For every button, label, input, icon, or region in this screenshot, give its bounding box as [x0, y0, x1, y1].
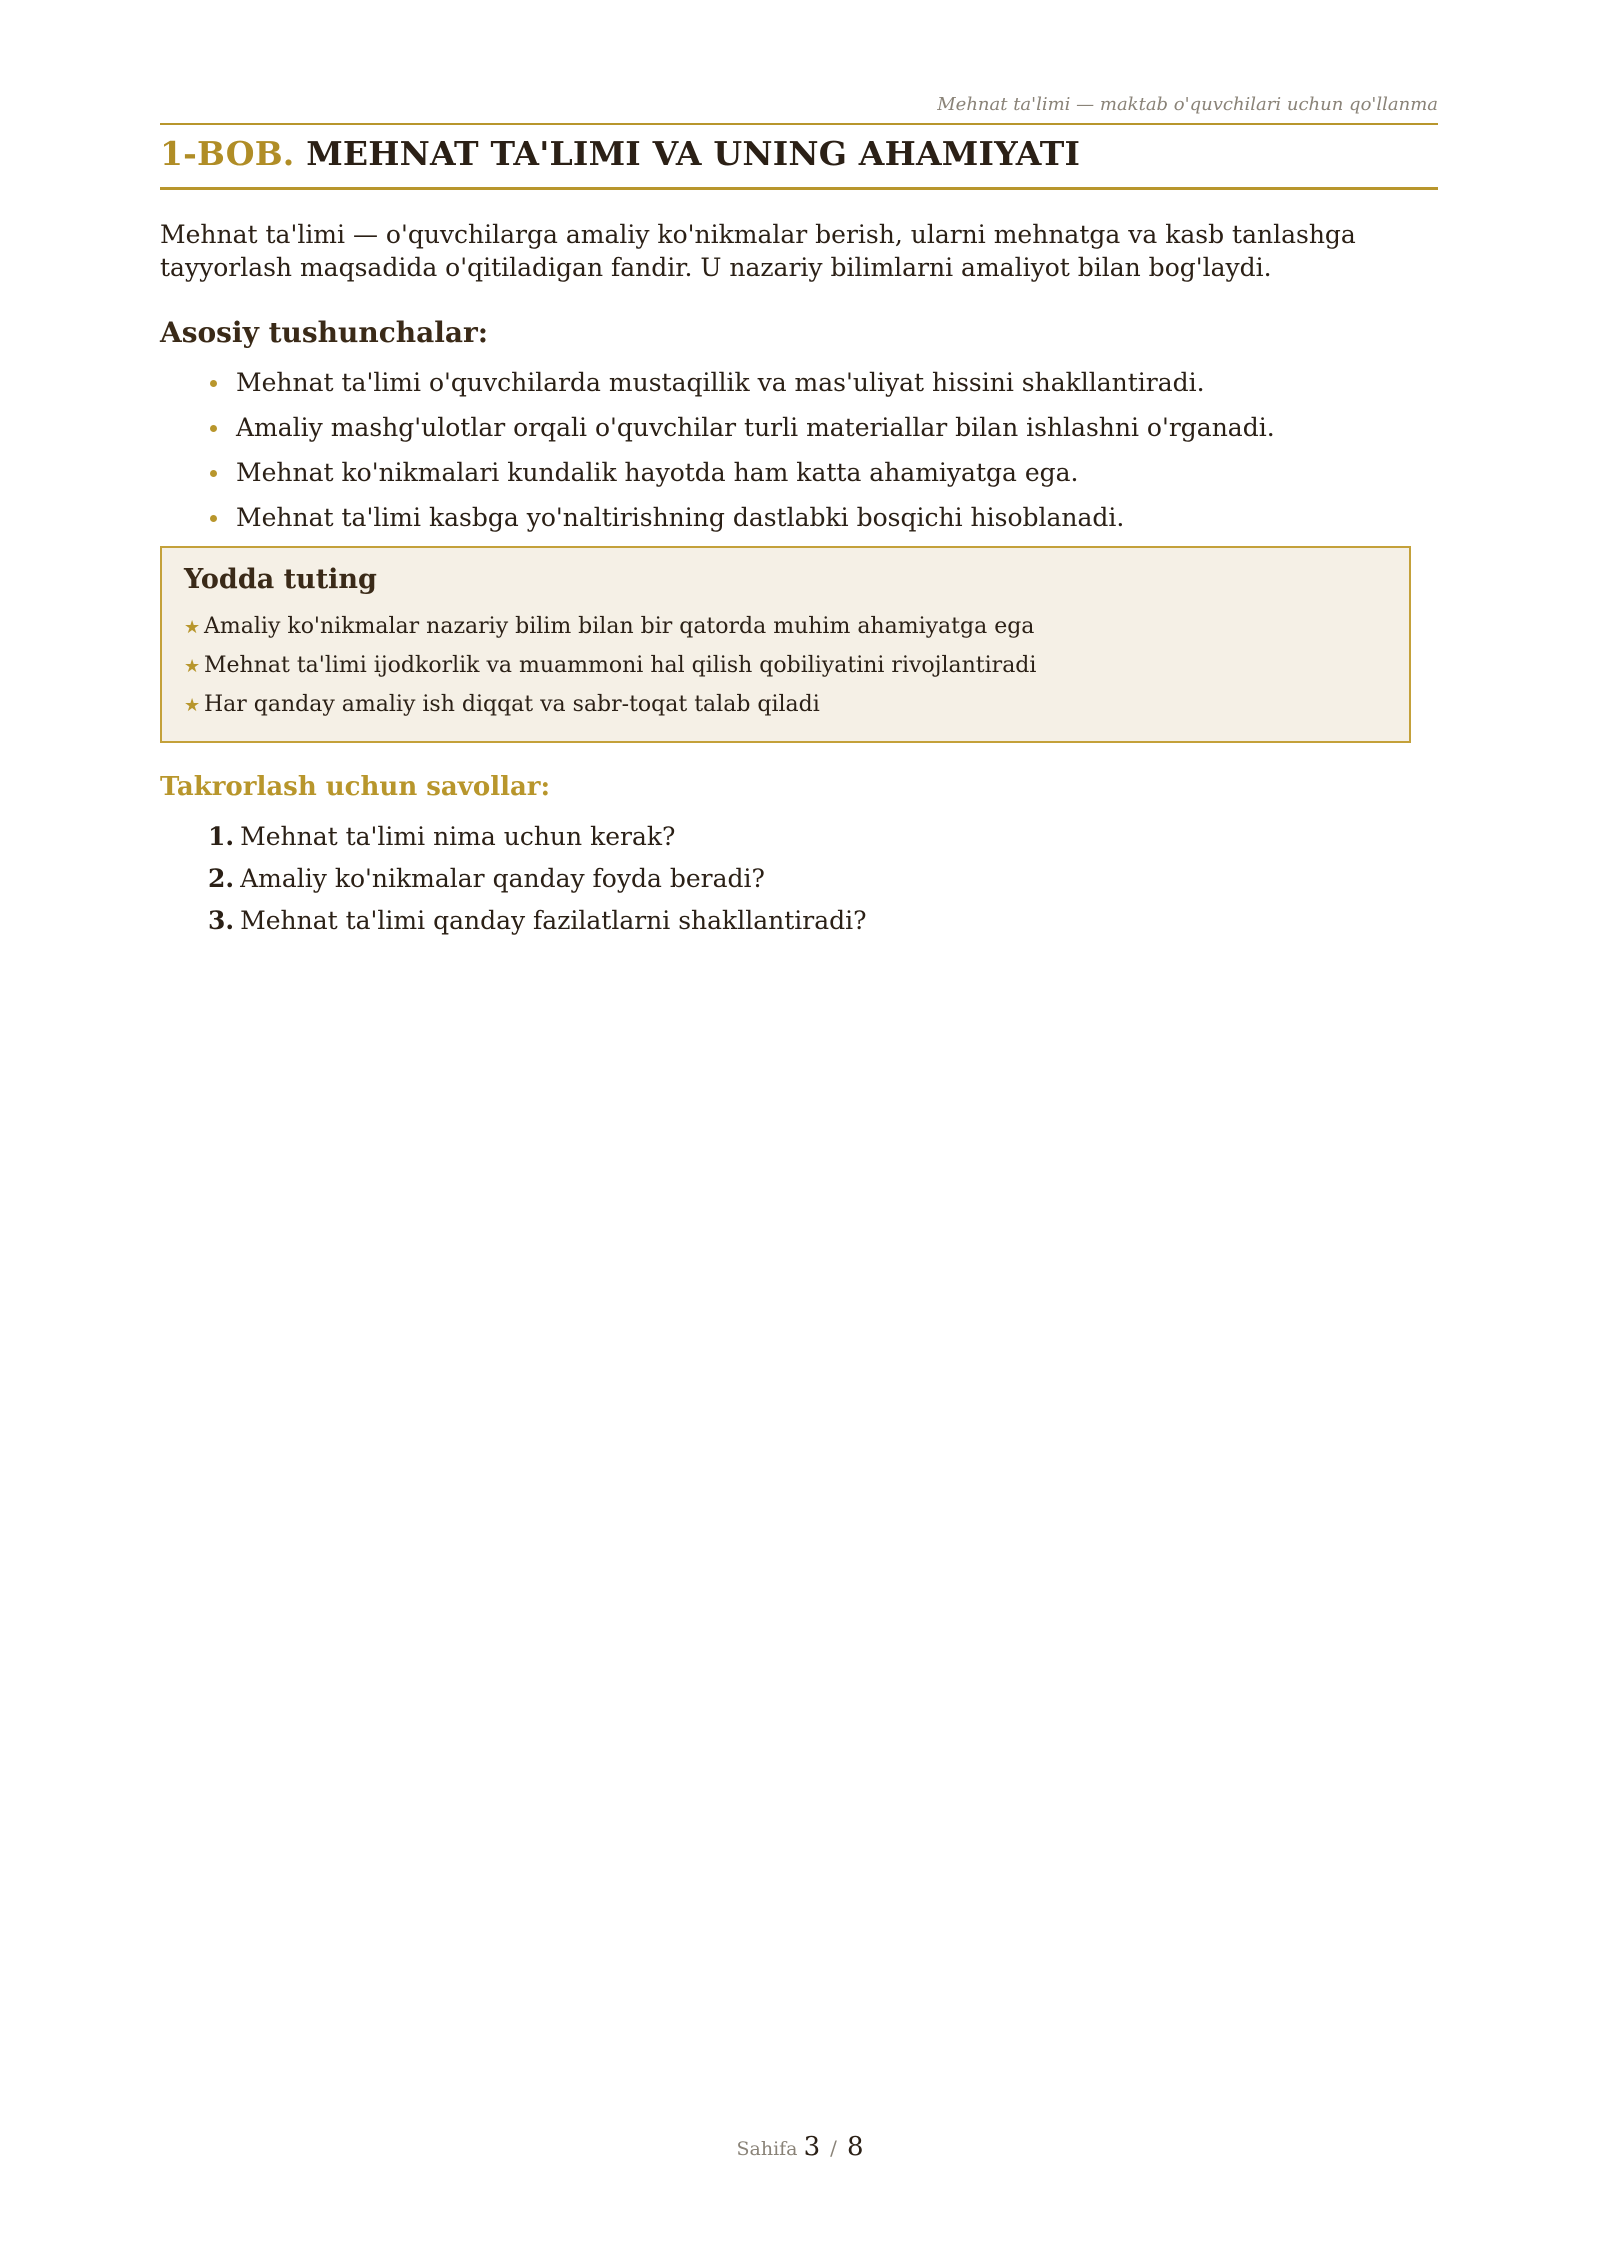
list-item-text: Har qanday amaliy ish diqqat va sabr-toqat talab qiladi [204, 692, 820, 717]
star-icon: ★ [184, 695, 201, 716]
list-item [210, 411, 1275, 456]
list-item [210, 501, 1275, 546]
star-icon: ★ [184, 617, 201, 638]
list-item-text: Amaliy mashg'ulotlar orqali o'quvchilar turli materiallar bilan ishlashni o'rganadi. [236, 413, 1275, 442]
question-number: 3. [208, 906, 235, 935]
question-item [208, 820, 867, 862]
question-text: Mehnat ta'limi qanday fazilatlarni shakllantiradi? [240, 906, 867, 935]
bullet-icon [210, 380, 217, 387]
star-icon: ★ [184, 656, 201, 677]
concepts-list [210, 366, 1275, 546]
list-item [210, 456, 1275, 501]
page-separator: / [830, 2136, 837, 2160]
bullet-icon [210, 515, 217, 522]
remember-box [160, 546, 1411, 743]
review-heading: Takrorlash uchun savollar: [160, 772, 551, 802]
page-label: Sahifa [736, 2138, 798, 2160]
question-text: Mehnat ta'limi nima uchun kerak? [240, 822, 676, 851]
bullet-icon [210, 425, 217, 432]
question-number: 2. [208, 864, 235, 893]
list-item [184, 612, 1036, 651]
current-page-number: 3 [803, 2132, 821, 2162]
chapter-number: 1-BOB. [160, 134, 295, 173]
review-questions-list [208, 820, 867, 946]
remember-title: Yodda tuting [184, 564, 377, 595]
list-item-text: Mehnat ta'limi kasbga yo'naltirishning dastlabki bosqichi hisoblanadi. [236, 503, 1125, 532]
chapter-title-text: MEHNAT TA'LIMI VA UNING AHAMIYATI [306, 134, 1081, 173]
list-item-text: Mehnat ta'limi ijodkorlik va muammoni hal qilish qobiliyatini rivojlantiradi [204, 653, 1037, 678]
list-item-text: Mehnat ko'nikmalari kundalik hayotda ham katta ahamiyatga ega. [236, 458, 1079, 487]
list-item-text: Amaliy ko'nikmalar nazariy bilim bilan bir qatorda muhim ahamiyatga ega [204, 614, 1035, 639]
concepts-heading: Asosiy tushunchalar: [160, 316, 489, 349]
question-number: 1. [208, 822, 235, 851]
list-item [184, 651, 1036, 690]
intro-paragraph: Mehnat ta'limi — o'quvchilarga amaliy ko'nikmalar berish, ularni mehnatga va kasb tanlashga tayyorlash maqsadida o'qitiladigan fandir. U nazariy bilimlarni amaliyot bilan bog'laydi. [160, 220, 1356, 282]
question-text: Amaliy ko'nikmalar qanday foyda beradi? [240, 864, 765, 893]
remember-list [184, 612, 1036, 729]
list-item [184, 690, 1036, 729]
bullet-icon [210, 470, 217, 477]
question-item [208, 862, 867, 904]
list-item [210, 366, 1275, 411]
chapter-title [160, 134, 1438, 190]
list-item-text: Mehnat ta'limi o'quvchilarda mustaqillik va mas'uliyat hissini shakllantiradi. [236, 368, 1205, 397]
question-item [208, 904, 867, 946]
page-footer [0, 2132, 1600, 2162]
total-pages-number: 8 [846, 2132, 864, 2162]
running-header: Mehnat ta'limi — maktab o'quvchilari uchun qo'llanma [160, 94, 1438, 125]
